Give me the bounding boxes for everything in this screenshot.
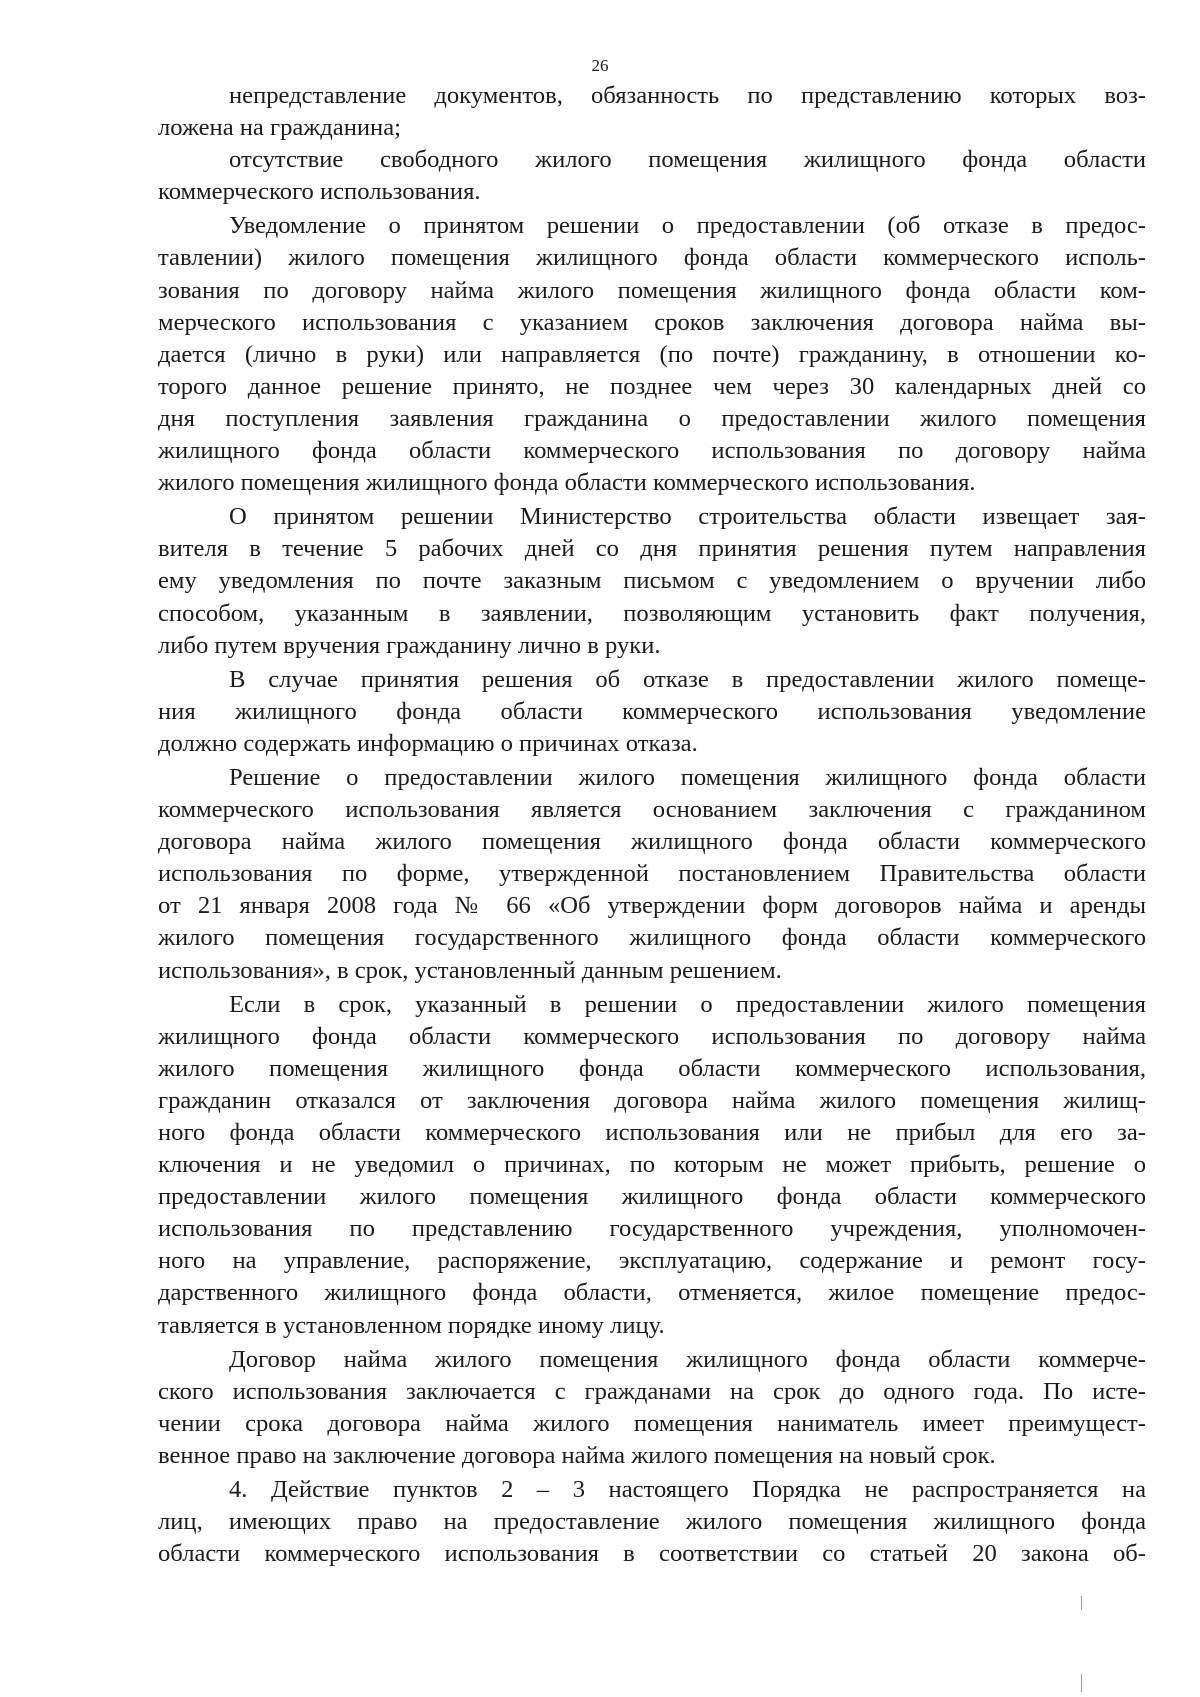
text-line: мерческого использования с указанием сроков заключения договора найма вы-: [158, 308, 1146, 336]
paragraph-missing-documents: [158, 80, 1146, 144]
text-line: дается (лично в руки) или направляется (по почте) гражданину, в отношении ко-: [158, 340, 1146, 368]
text-line: от 21 января 2008 года № 66 «Об утверждении форм договоров найма и аренды: [158, 892, 1146, 920]
text-line: лиц, имеющих право на предоставление жилого помещения жилищного фонда: [158, 1508, 1146, 1536]
text-line: ключения и не уведомил о причинах, по которым не может прибыть, решение о: [158, 1151, 1146, 1179]
text-line: ему уведомления по почте заказным письмом с уведомлением о вручении либо: [158, 567, 1146, 595]
text-line: тавляется в установленном порядке иному лицу.: [158, 1311, 665, 1339]
text-line: способом, указанным в заявлении, позволяющим установить факт получения,: [158, 599, 1146, 627]
text-line: либо путем вручения гражданину лично в руки.: [158, 631, 661, 659]
paragraph-refusal-cancellation: [158, 989, 1146, 1342]
text-line: ского использования заключается с гражданами на срок до одного года. По исте-: [158, 1377, 1146, 1405]
paragraph-ministry-notification: [158, 501, 1146, 661]
scan-artifact-mark: [1081, 1674, 1082, 1692]
text-line: зования по договору найма жилого помещения жилищного фонда области ком-: [158, 276, 1146, 304]
text-line: вителя в течение 5 рабочих дней со дня принятия решения путем направления: [158, 535, 1146, 563]
paragraph-refusal-reasons: [158, 664, 1146, 760]
paragraph-decision-notice: [158, 210, 1146, 499]
text-line: венное право на заключение договора найма жилого помещения на новый срок.: [158, 1441, 996, 1469]
paragraph-contract-term: [158, 1344, 1146, 1472]
text-line: 4. Действие пунктов 2 – 3 настоящего Порядка не распространяется на: [229, 1476, 1146, 1504]
text-line: гражданин отказался от заключения договора найма жилого помещения жилищ-: [158, 1086, 1146, 1114]
text-line: жилого помещения государственного жилищного фонда области коммерческого: [158, 924, 1146, 952]
text-line: предоставлении жилого помещения жилищного фонда области коммерческого: [158, 1183, 1146, 1211]
text-line: торого данное решение принято, не позднее чем через 30 календарных дней со: [158, 372, 1146, 400]
text-line: О принятом решении Министерство строительства области извещает зая-: [229, 503, 1146, 531]
text-line: тавлении) жилого помещения жилищного фонда области коммерческого исполь-: [158, 244, 1146, 272]
text-line: ного фонда области коммерческого использования или не прибыл для его за-: [158, 1119, 1146, 1146]
text-line: жилищного фонда области коммерческого использования по договору найма: [158, 1022, 1146, 1050]
text-line: Договор найма жилого помещения жилищного фонда области коммерче-: [229, 1345, 1146, 1373]
text-line: ложена на гражданина;: [158, 114, 401, 142]
text-line: договора найма жилого помещения жилищного фонда области коммерческого: [158, 828, 1146, 856]
text-line: использования», в срок, установленный данным решением.: [158, 956, 782, 984]
text-line: жилого помещения жилищного фонда области коммерческого использования,: [158, 1054, 1146, 1082]
text-line: непредставление документов, обязанность по представлению которых воз-: [229, 82, 1146, 109]
scan-artifact-mark: [1081, 1596, 1082, 1610]
text-line: ного на управление, распоряжение, эксплуатацию, содержание и ремонт госу-: [158, 1247, 1146, 1275]
text-line: жилищного фонда области коммерческого использования по договору найма: [158, 437, 1146, 465]
document-body: [158, 80, 1146, 1570]
text-line: дня поступления заявления гражданина о предоставлении жилого помещения: [158, 404, 1146, 432]
paragraph-item-4: [158, 1474, 1146, 1570]
text-line: отсутствие свободного жилого помещения жилищного фонда области: [229, 146, 1146, 174]
text-line: использования по представлению государственного учреждения, уполномочен-: [158, 1215, 1146, 1243]
text-line: коммерческого использования.: [158, 178, 481, 206]
text-line: должно содержать информацию о причинах отказа.: [158, 729, 698, 757]
paragraph-contract-basis: [158, 762, 1146, 987]
text-line: Решение о предоставлении жилого помещения жилищного фонда области: [229, 763, 1146, 791]
text-line: коммерческого использования является основанием заключения с гражданином: [158, 796, 1146, 824]
text-line: Если в срок, указанный в решении о предоставлении жилого помещения: [229, 990, 1146, 1018]
text-line: чении срока договора найма жилого помещения наниматель имеет преимущест-: [158, 1409, 1146, 1437]
text-line: дарственного жилищного фонда области, отменяется, жилое помещение предос-: [158, 1279, 1146, 1307]
text-line: использования по форме, утвержденной постановлением Правительства области: [158, 860, 1146, 888]
paragraph-no-free-housing: [158, 144, 1146, 208]
text-line: жилого помещения жилищного фонда области коммерческого использования.: [158, 469, 976, 497]
page-number: 26: [591, 56, 609, 75]
text-line: области коммерческого использования в соответствии со статьей 20 закона об-: [158, 1540, 1146, 1568]
text-line: ния жилищного фонда области коммерческого использования уведомление: [158, 697, 1146, 725]
text-line: Уведомление о принятом решении о предоставлении (об отказе в предос-: [229, 212, 1146, 240]
text-line: В случае принятия решения об отказе в предоставлении жилого помеще-: [229, 665, 1146, 693]
